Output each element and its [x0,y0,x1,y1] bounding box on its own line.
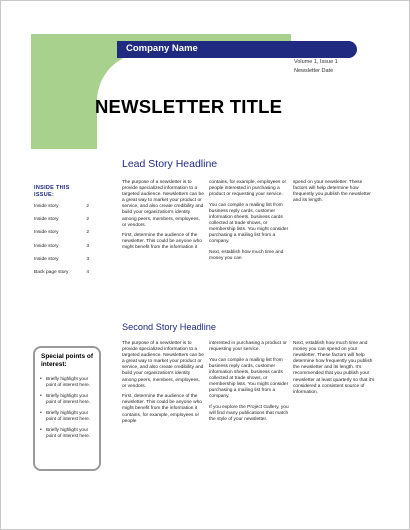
lead-story-column-1 [122,180,205,256]
paragraph: Next, establish how much time and money you can spend on your newsletter. These factors will help determine how frequently you publish the newsletter and its length. It's recommended that you publish your newsletter at least quarterly so that it's considered a consistent source of information. [293,341,375,395]
toc-label: Inside story [34,230,59,236]
callout-item: • Briefly highlight your point of interest here. [39,427,99,439]
toc-row [34,217,89,230]
paragraph: First, determine the audience of the newsletter. This could be anyone who might benefit from the information it [122,233,202,251]
paragraph: The purpose of a newsletter is to provide specialized information to a targeted audience. Newsletters can be a great way to market your product or service, and also create credibility and build your organization's identity among peers, members, employees, or vendors. [122,180,204,228]
second-story-column-3 [293,341,376,400]
toc-row [34,257,89,270]
lead-story-column-2 [209,180,292,267]
toc-page-number: 4 [86,269,89,275]
paragraph: You can compile a mailing list from business reply cards, customer information sheets, business cards collected at trade shows, or membership lists. You might consider purchasing a mailing list from a company. [209,202,289,245]
paragraph: spend on your newsletter. These factors will help determine how frequently you publish the newsletter and its length. [293,180,371,204]
toc-label: Inside story [34,204,59,209]
lead-story-column-3 [293,180,376,209]
toc-label: Back page story [34,269,69,275]
paragraph: You can compile a mailing list from business reply cards, customer information sheets, business cards collected at trade shows, or membership lists. You might consider purchasing a mailing list from a company. [209,357,289,400]
lead-story-headline: Lead Story Headline [122,158,218,170]
special-points-callout [33,346,101,471]
second-story-column-2 [209,341,292,428]
second-story-headline: Second Story Headline [122,322,216,332]
toc-row [34,230,89,243]
toc-row [34,204,89,217]
paragraph: If you explore the Project Gallery, you will find many publications that match the style of your newsletter. [209,404,289,423]
toc-page-number: 2 [86,204,89,209]
newsletter-date: Newsletter Date [294,68,334,74]
paragraph: interested in purchasing a product or requesting your service. [209,341,287,353]
callout-list [39,376,99,444]
inside-issue-heading [34,185,70,199]
inside-heading-line2: ISSUE: [34,192,55,198]
callout-item: • Briefly highlight your point of interest here. [39,410,99,422]
paragraph: The purpose of a newsletter is to provide specialized information to a targeted audience. Newsletters can be a great way to market your product or service, and also create credibility and build your organization's identity among peers, members, employees, or vendors. [122,341,204,389]
toc-label: Inside story [34,243,59,249]
newsletter-title: NEWSLETTER TITLE [95,96,283,117]
callout-item: • Briefly highlight your point of interest here. [39,376,99,388]
company-name: Company Name [126,43,198,54]
inside-heading-line1: INSIDE THIS [34,185,70,191]
callout-title: Special points of interest: [41,353,94,368]
callout-item: • Briefly highlight your point of interest here. [39,393,99,405]
toc-page-number: 2 [86,217,89,223]
table-of-contents [34,204,89,283]
second-story-column-1 [122,341,205,429]
volume-issue: Volume 1, Issue 1 [294,59,338,65]
toc-page-number: 2 [86,230,89,236]
paragraph: Next, establish how much time and money you can [209,249,284,262]
toc-label: Inside story [34,217,59,223]
toc-label: Inside story [34,256,59,262]
toc-row [34,244,89,257]
paragraph: contains, for example, employees or people interested in purchasing a product or requesting your service. [209,180,287,198]
toc-page-number: 3 [86,256,89,262]
toc-row [34,270,89,283]
paragraph: First, determine the audience of the newsletter. This could be anyone who might benefit from the information it contains, for example, employees or people [122,394,202,424]
toc-page-number: 3 [86,243,89,249]
